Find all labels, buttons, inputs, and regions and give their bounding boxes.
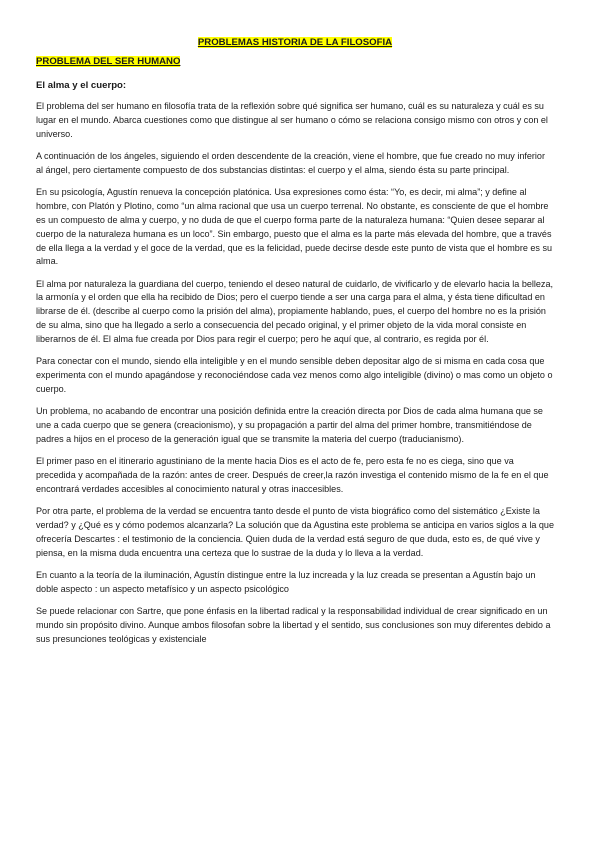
paragraph: Se puede relacionar con Sartre, que pone énfasis en la libertad radical y la responsabilidad individual de crear significado en un mundo sin propósito divino. Aunque ambos filosofan sobre la libertad y el sentido, sus conclusiones son muy diferentes debido a sus presunciones teológicas y existenciale xyxy=(36,605,551,644)
paragraph: Por otra parte, el problema de la verdad se encuentra tanto desde el punto de vista biográfico como del sistemático ¿Existe la verdad? y ¿Qué es y cómo podemos alcanzarla? La solución que da Agustina este problema se anticipa en varios siglos a la que ofrecería Descartes : el testimonio de la conciencia. Quien duda de la verdad está seguro de que duda, esto es, de qué vive y piensa, en la misma duda encuentra una certeza que lo sustrae de la duda y lo lleva a la verdad. xyxy=(36,505,554,558)
paragraph: En cuanto a la teoría de la iluminación, Agustín distingue entre la luz increada y la luz creada se presentan a Agustín bajo un doble aspecto : un aspecto metafísico y un aspecto psicológico xyxy=(36,569,536,594)
paragraph: Para conectar con el mundo, siendo ella inteligible y en el mundo sensible deben depositar algo de si misma en cada cosa que experimenta con el mundo apagándose y reconociéndose cada vez menos como algo inteligible (divino) o mas como un objeto o cuerpo. xyxy=(36,356,553,395)
paragraph: Un problema, no acabando de encontrar una posición definida entre la creación directa por Dios de cada alma humana que se une a cada cuerpo que se genera (creacionismo), y su propagación a partir del alma del primer hombre, transmitiéndose de padres a hijos en el proceso de la generación igual que se transmite la materia del cuerpo (traducianismo). xyxy=(36,406,543,444)
paragraph: En su psicología, Agustín renueva la concepción platónica. Usa expresiones como ésta: “Yo, es decir, mi alma”; y define al hombre, con Platón y Plotino, como “un alma racional que usa un cuerpo terrenal. No obstante, es consciente de que el hombre es un compuesto de alma y cuerpo, y no duda de que el cuerpo forma parte de la naturaleza humana: “Quien desee separar al cuerpo de la naturaleza humana es un loco”. Sin embargo, puesto que el alma es la parte más elevada del hombre, que a través de ella llega a la verdad y el goce de la verdad, que es la felicidad, puede decirse desde este punto de vista que el hombre es su alma. xyxy=(36,186,553,267)
paragraph: A continuación de los ángeles, siguiendo el orden descendente de la creación, viene el hombre, que fue creado no muy inferior al ángel, pero ciertamente compuesto de dos substancias distintas: el cuerpo y el alma, siendo ésta su parte principal. xyxy=(36,150,545,175)
paragraph: El alma por naturaleza la guardiana del cuerpo, teniendo el deseo natural de cuidarlo, de vivificarlo y de elevarlo hacia la belleza, la armonía y el orden que ella ha recibido de Dios; pero el cuerpo tiende a ser una carga para el alma, y ésta tiene dificultad en librarse de él. (describe al cuerpo como la prisión del alma), propiamente hablando, pues, el cuerpo del hombre no es la prisión de su alma, sino que ha llegado a serlo a consecuencia del pecado original, y el primer objeto de la vida moral consiste en liberarnos de él. El alma fue creada por Dios para regir el cuerpo; pero he aquí que, al contrario, es regida por él. xyxy=(36,278,553,345)
section-title xyxy=(36,56,554,68)
document-title xyxy=(36,37,554,49)
paragraph: El problema del ser humano en filosofía trata de la reflexión sobre qué significa ser humano, cuál es su naturaleza y cuál es su lugar en el mundo. Abarca cuestiones como que distingue al ser humano o cómo se relaciona consigo mismo con otros y con el universo. xyxy=(36,101,548,139)
section-title-text: PROBLEMA DEL SER HUMANO xyxy=(36,56,181,67)
document-title-text: PROBLEMAS HISTORIA DE LA FILOSOFIA xyxy=(197,37,393,48)
subsection-title: El alma y el cuerpo: xyxy=(36,80,127,91)
paragraph: El primer paso en el itinerario agustiniano de la mente hacia Dios es el acto de fe, pero esta fe no es ciega, sino que va precedida y acompañada de la razón: antes de creer. Después de creer,la razón investiga el contenido mismo de la fe en el que encontrará verdades accesibles al conocimiento natural y otras inaccesibles. xyxy=(36,456,549,494)
